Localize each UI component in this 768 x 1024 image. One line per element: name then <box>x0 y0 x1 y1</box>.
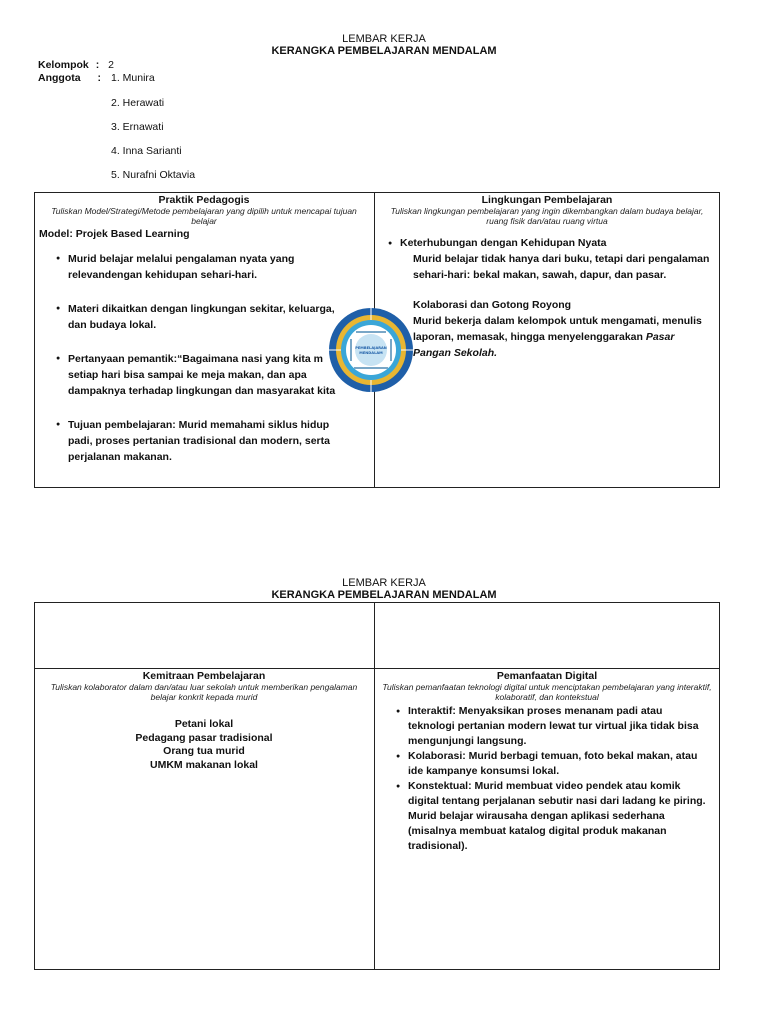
framework-circle-icon <box>328 307 414 393</box>
anggota-label: Anggota <box>38 72 81 84</box>
member-3: 3. Ernawati <box>111 121 164 133</box>
partner-item-3: Orang tua murid <box>163 745 245 757</box>
pedagogis-bullet-3: ● Pertanyaan pemantik:“Bagaimana nasi yang kita m setiap hari bisa sampai ke meja makan, dan apa dampaknya terhadap lingkungan dan masyarakat kita <box>36 351 354 399</box>
lingkungan-title: Lingkungan Pembelajaran <box>481 194 613 206</box>
partner-item-1: Petani lokal <box>174 718 234 730</box>
praktik-pedagogis-subtitle: Tuliskan Model/Strategi/Metode pembelajaran yang dipilih untuk mencapai tujuan belajar <box>51 206 357 226</box>
page2-table-row-divider <box>34 668 720 669</box>
kelompok-label: Kelompok <box>38 59 89 71</box>
deep-learning-framework-logo <box>328 307 414 393</box>
pedagogis-bullet-4: ● Tujuan pembelajaran: Murid memahami siklus hidup padi, proses pertanian tradisional dan modern, serta perjalanan makanan. <box>36 417 354 465</box>
model-label: Model: Projek Based Learning <box>39 228 190 240</box>
digital-title: Pemanfaatan Digital <box>496 670 598 682</box>
page1-subtitle: KERANGKA PEMBELAJARAN MENDALAM <box>271 45 497 57</box>
member-2: 2. Herawati <box>111 97 165 109</box>
praktik-pedagogis-title: Praktik Pedagogis <box>158 194 250 206</box>
lingkungan-para-2 <box>376 313 718 361</box>
logo-text-2: MENDALAM <box>359 351 383 355</box>
pedagogis-bullet-1: ● Murid belajar melalui pengalaman nyata yang relevandengan kehidupan sehari-hari. <box>36 251 354 283</box>
praktik-pedagogis-cell <box>36 194 372 465</box>
lingkungan-subtitle: Tuliskan lingkungan pembelajaran yang ingin dikembangkan dalam budaya belajar, ruang fisik dan/atau ruang virtua <box>390 206 704 226</box>
pedagogis-bullet-2: ● Materi dikaitkan dengan lingkungan sekitar, keluarga, dan budaya lokal. <box>36 301 354 333</box>
lingkungan-bullet-1: ● Keterhubungan dengan Kehidupan Nyata <box>376 236 718 251</box>
lingkungan-para-1: Murid belajar tidak hanya dari buku, tetapi dari pengalaman sehari-hari: bekal makan, sawah, dapur, dan pasar. <box>413 253 710 281</box>
lingkungan-para-2-text: Murid bekerja dalam kelompok untuk mengamati, menulis laporan, memasak, hingga menyelenggarakan <box>413 315 702 343</box>
logo-text-1: PEMBELAJARAN <box>355 346 387 350</box>
kelompok-row <box>38 59 114 71</box>
kelompok-value: 2 <box>108 59 114 71</box>
page2-title: LEMBAR KERJA <box>342 577 426 589</box>
digital-bullet-list <box>376 704 718 854</box>
partner-item-2: Pedagang pasar tradisional <box>135 731 273 744</box>
kemitraan-pembelajaran-cell <box>36 670 372 772</box>
digital-subtitle: Tuliskan pemanfaatan teknologi digital untuk menciptakan pembelajaran yang interaktif, kolaboratif, dan kontekstual <box>382 682 712 702</box>
kelompok-colon: : <box>95 59 100 71</box>
member-4: 4. Inna Sarianti <box>111 145 182 157</box>
partner-item-4: UMKM makanan lokal <box>150 758 258 771</box>
digital-bullet-2: ● Kolaborasi: Murid berbagi temuan, foto bekal makan, atau ide kampanye konsumsi lokal. <box>394 749 710 779</box>
page1-title: LEMBAR KERJA <box>342 33 426 45</box>
digital-bullet-1: ● Interaktif: Menyaksikan proses menanam padi atau teknologi pertanian modern lewat tur virtual jika tidak bisa mengunjungi langsung. <box>394 704 710 749</box>
page2-table-divider <box>374 602 375 970</box>
pemanfaatan-digital-cell <box>376 670 718 854</box>
anggota-row <box>38 72 101 84</box>
lingkungan-para-2-italic: Pasar Pangan Sekolah. <box>413 331 675 359</box>
member-1: 1. Munira <box>111 72 155 84</box>
lingkungan-heading-2: Kolaborasi dan Gotong Royong <box>413 299 572 311</box>
page2-subtitle: KERANGKA PEMBELAJARAN MENDALAM <box>271 589 497 601</box>
kemitraan-title: Kemitraan Pembelajaran <box>142 670 266 682</box>
anggota-colon: : <box>97 72 101 84</box>
pedagogis-bullet-list <box>36 251 354 465</box>
lingkungan-pembelajaran-cell <box>376 194 718 361</box>
partner-list <box>36 718 372 772</box>
kemitraan-subtitle: Tuliskan kolaborator dalam dan/atau luar sekolah untuk memberikan pengalaman belajar konkrit kepada murid <box>50 682 358 702</box>
digital-bullet-3: ● Konstektual: Murid membuat video pendek atau komik digital tentang perjalanan sebutir nasi dari ladang ke piring. Murid belajar wirausaha dengan aplikasi sederhana (misalnya membuat katalog digital produk makanan tradisional). <box>394 779 710 854</box>
member-5: 5. Nurafni Oktavia <box>111 169 196 181</box>
